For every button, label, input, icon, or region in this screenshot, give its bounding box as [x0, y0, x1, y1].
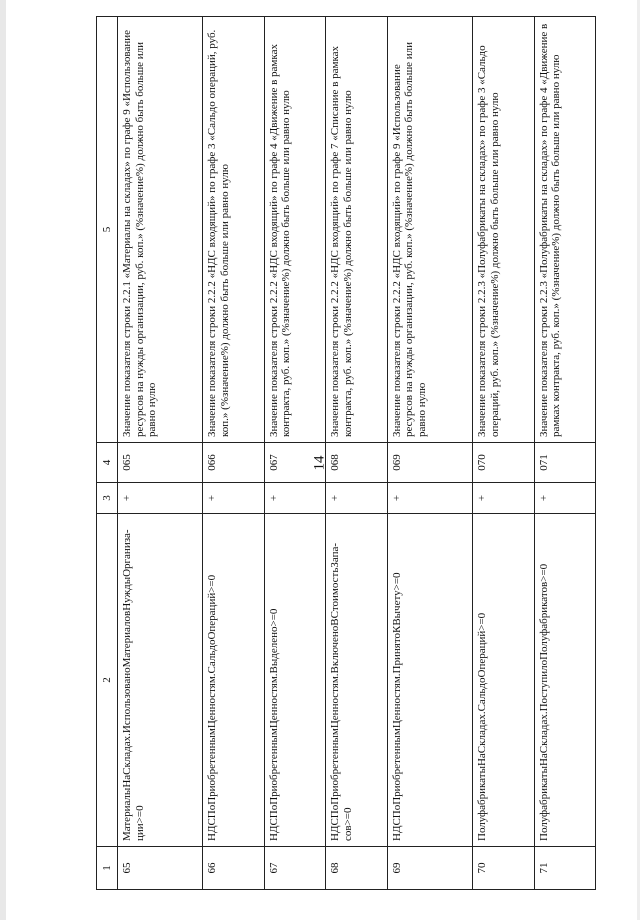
row-description: Значение показателя строки 2.2.1 «Материалы на складах» по графе 9 «Использование ресурсов на нужды организации, руб. коп.» (%значение%) должно быть больше или равно нулю — [118, 17, 203, 443]
row-sign: + — [118, 483, 203, 514]
table-row — [203, 17, 264, 890]
row-number: 67 — [264, 847, 325, 890]
row-description: Значение показателя строки 2.2.2 «НДС входящий» по графе 3 «Сальдо операций, руб. коп.» (%значение%) должно быть больше или равно нулю — [203, 17, 264, 443]
row-number: 68 — [326, 847, 387, 890]
table-row — [118, 17, 203, 890]
header-col-1: 1 — [97, 847, 118, 890]
table-row — [473, 17, 534, 890]
row-number: 71 — [534, 847, 595, 890]
row-code: 071 — [534, 443, 595, 483]
table-row — [264, 17, 325, 890]
row-sign: + — [534, 483, 595, 514]
table-row — [387, 17, 472, 890]
row-description: Значение показателя строки 2.2.3 «Полуфабрикаты на складах» по графе 3 «Сальдо операций, руб. коп.» (%значение%) должно быть больше или равно нулю — [473, 17, 534, 443]
row-number: 65 — [118, 847, 203, 890]
rotated-table-container — [96, 16, 596, 890]
row-expression: НДСПоПриобретеннымЦенностям.ПринятоКВычету>=0 — [387, 514, 472, 847]
table-row — [326, 17, 387, 890]
row-sign: + — [387, 483, 472, 514]
row-code: 067 — [264, 443, 325, 483]
row-description: Значение показателя строки 2.2.2 «НДС входящий» по графе 4 «Движение в рамках контракта, руб. коп.» (%значение%) должно быть больше или равно нулю — [264, 17, 325, 443]
validation-rules-table — [96, 16, 596, 890]
row-description: Значение показателя строки 2.2.2 «НДС входящий» по графе 9 «Использование ресурсов на нужды организации, руб. коп.» (%значение%) должно быть больше или равно нулю — [387, 17, 472, 443]
header-col-2: 2 — [97, 514, 118, 847]
row-expression: НДСПоПриобретеннымЦенностям.СальдоОпераций>=0 — [203, 514, 264, 847]
page-number: 14 — [311, 455, 328, 471]
row-expression: МатериалыНаСкладах.ИспользованоМатериаловНуждыОрганиза-ции>=0 — [118, 514, 203, 847]
row-number: 66 — [203, 847, 264, 890]
header-col-3: 3 — [97, 483, 118, 514]
row-expression: НДСПоПриобретеннымЦенностям.Выделено>=0 — [264, 514, 325, 847]
row-sign: + — [473, 483, 534, 514]
row-sign: + — [203, 483, 264, 514]
header-col-5: 5 — [97, 17, 118, 443]
row-number: 70 — [473, 847, 534, 890]
row-sign: + — [264, 483, 325, 514]
row-code: 070 — [473, 443, 534, 483]
row-description: Значение показателя строки 2.2.3 «Полуфабрикаты на складах» по графе 4 «Движение в рамках контракта, руб. коп.» (%значение%) должно быть больше или равно нулю — [534, 17, 595, 443]
row-sign: + — [326, 483, 387, 514]
header-col-4: 4 — [97, 443, 118, 483]
row-code: 068 — [326, 443, 387, 483]
row-code: 066 — [203, 443, 264, 483]
row-expression: ПолуфабрикатыНаСкладах.СальдоОпераций>=0 — [473, 514, 534, 847]
row-code: 069 — [387, 443, 472, 483]
row-number: 69 — [387, 847, 472, 890]
table-header-row — [97, 17, 118, 890]
row-expression: НДСПоПриобретеннымЦенностям.ВключеноВСтоимостьЗапа-сов>=0 — [326, 514, 387, 847]
row-description: Значение показателя строки 2.2.2 «НДС входящий» по графе 7 «Списание в рамках контракта, руб. коп.» (%значение%) должно быть больше или равно нулю — [326, 17, 387, 443]
table-row — [534, 17, 595, 890]
row-expression: ПолуфабрикатыНаСкладах.ПоступилоПолуфабрикатов>=0 — [534, 514, 595, 847]
row-code: 065 — [118, 443, 203, 483]
scan-edge-left — [0, 0, 6, 920]
